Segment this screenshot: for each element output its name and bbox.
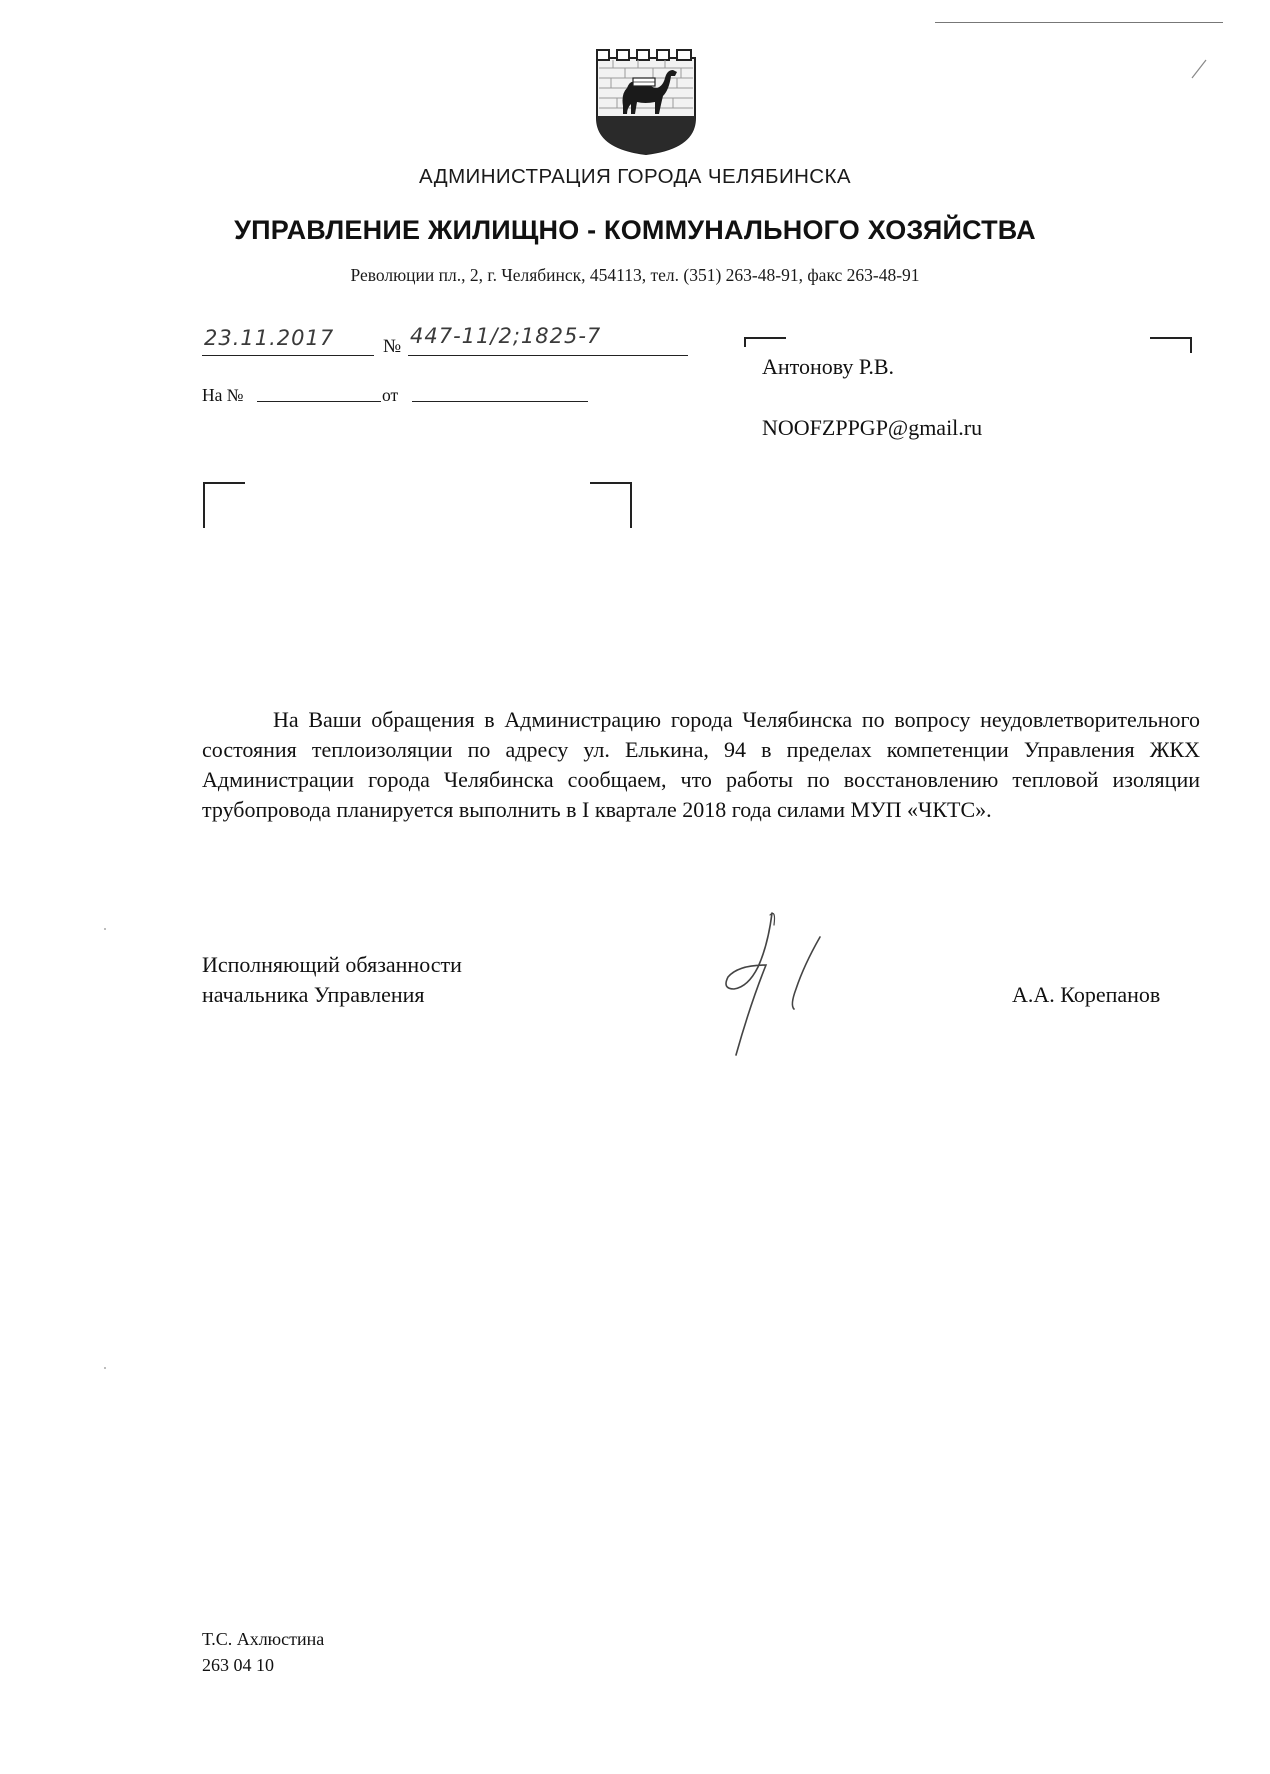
- handwritten-signature: [710, 905, 860, 1070]
- subject-bracket-left: [203, 482, 245, 528]
- recipient-bracket-left: [744, 337, 786, 347]
- executor-phone: 263 04 10: [202, 1655, 274, 1675]
- executor-name: Т.С. Ахлюстина: [202, 1629, 325, 1649]
- subject-bracket-right: [590, 482, 632, 528]
- signatory-position: [202, 950, 462, 1010]
- executor-block: [202, 1626, 324, 1678]
- scan-speck: [104, 1367, 106, 1369]
- number-underline: [408, 355, 688, 356]
- department-title: УПРАВЛЕНИЕ ЖИЛИЩНО - КОММУНАЛЬНОГО ХОЗЯЙСТВА: [234, 215, 1036, 245]
- recipient-email: NOOFZPPGP@gmail.ru: [762, 415, 983, 440]
- reference-date-blank: [412, 401, 588, 402]
- registration-number: 447-11/2;1825-7: [410, 324, 602, 348]
- date-underline: [202, 355, 374, 356]
- signatory-position-line2: начальника Управления: [202, 982, 425, 1007]
- coat-of-arms-emblem: [593, 48, 699, 156]
- reference-number-blank: [257, 401, 381, 402]
- administration-title: АДМИНИСТРАЦИЯ ГОРОДА ЧЕЛЯБИНСКА: [419, 165, 851, 188]
- corner-scan-mark: [1190, 58, 1208, 80]
- reference-number-label: На №: [202, 385, 244, 405]
- letter-body-paragraph: На Ваши обращения в Администрацию города Челябинска по вопросу неудовлетворительного состояния теплоизоляции по адресу ул. Елькина, 94 в пределах компетенции Управления ЖКХ Администрации города Челябинска сообщаем, что работы по восстановлению тепловой изоляции трубопровода планируется выполнить в I квартале 2018 года силами МУП «ЧКТС».: [202, 707, 1200, 822]
- signatory-name: А.А. Корепанов: [1012, 982, 1161, 1007]
- signatory-position-line1: Исполняющий обязанности: [202, 952, 462, 977]
- number-sign: №: [383, 336, 402, 357]
- scan-speck: [104, 928, 106, 930]
- recipient-bracket-right: [1150, 337, 1192, 353]
- reference-date-label: от: [382, 385, 399, 405]
- scan-top-rule: [935, 22, 1223, 23]
- registration-date: 23.11.2017: [204, 326, 335, 350]
- recipient-name: Антонову Р.В.: [762, 354, 895, 379]
- department-address: Революции пл., 2, г. Челябинск, 454113, тел. (351) 263-48-91, факс 263-48-91: [350, 265, 920, 285]
